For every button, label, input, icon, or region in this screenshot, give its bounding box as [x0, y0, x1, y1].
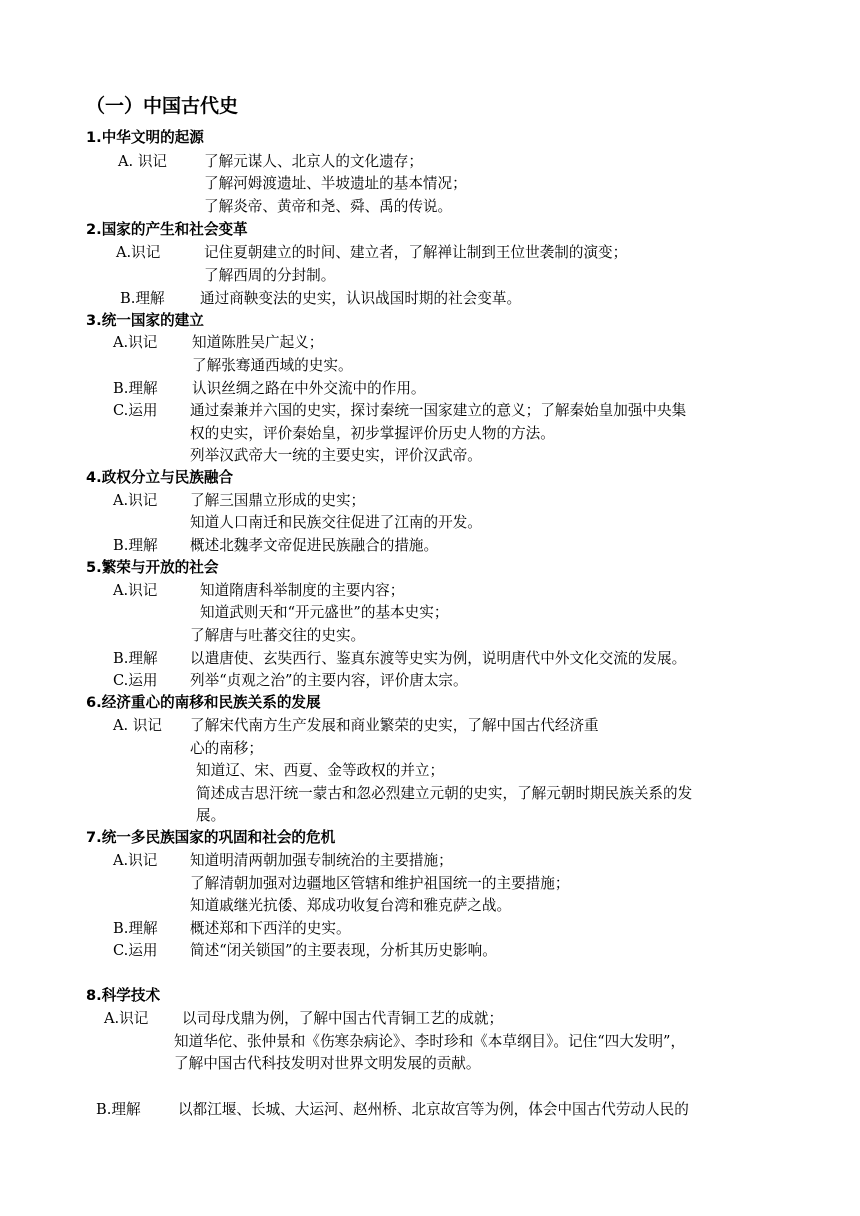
content-line: 了解河姆渡遗址、半坡遗址的基本情况； — [204, 175, 467, 192]
content-line: 了解唐与吐蕃交往的史实。 — [190, 627, 366, 644]
level-label-b: B.理解 — [113, 650, 158, 667]
section-heading-4: 4.政权分立与民族融合 — [86, 469, 234, 486]
level-label-a: A.识记 — [113, 334, 158, 351]
content-line: 简述成吉思汗统一蒙古和忽必烈建立元朝的史实，了解元朝时期民族关系的发 — [196, 785, 693, 802]
content-line: 权的史实，评价秦始皇，初步掌握评价历史人物的方法。 — [190, 425, 555, 442]
content-line: 简述“闭关锁国”的主要表现，分析其历史影响。 — [190, 942, 497, 959]
content-line: 知道陈胜吴广起义； — [192, 334, 324, 351]
content-line: 通过商鞅变法的史实，认识战国时期的社会变革。 — [200, 290, 522, 307]
section-heading-3: 3.统一国家的建立 — [86, 312, 204, 329]
content-line: 了解三国鼎立形成的史实； — [190, 492, 366, 509]
section-heading-1: 1.中华文明的起源 — [86, 129, 204, 146]
level-label-c: C.运用 — [113, 942, 158, 959]
level-label-a: A. 识记 — [118, 153, 168, 170]
page-title: （一）中国古代史 — [86, 95, 239, 117]
content-line: 概述郑和下西洋的史实。 — [190, 920, 351, 937]
content-line: 概述北魏孝文帝促进民族融合的措施。 — [190, 537, 439, 554]
content-line: 列举汉武帝大一统的主要史实，评价汉武帝。 — [190, 447, 482, 464]
level-label-c: C.运用 — [113, 672, 158, 689]
content-line: 认识丝绸之路在中外交流中的作用。 — [192, 380, 426, 397]
content-line: 知道人口南迁和民族交往促进了江南的开发。 — [190, 514, 482, 531]
content-line: 列举“贞观之治”的主要内容，评价唐太宗。 — [190, 672, 468, 689]
level-label-a: A.识记 — [104, 1010, 149, 1027]
content-line: 以遣唐使、玄奘西行、鉴真东渡等史实为例，说明唐代中外文化交流的发展。 — [190, 650, 687, 667]
content-line: 了解西周的分封制。 — [204, 267, 336, 284]
content-line: 了解张骞通西域的史实。 — [192, 357, 353, 374]
level-label-a: A.识记 — [116, 244, 161, 261]
level-label-a: A. 识记 — [113, 717, 163, 734]
level-label-a: A.识记 — [113, 582, 158, 599]
content-line: 知道辽、宋、西夏、金等政权的并立； — [196, 762, 445, 779]
content-line: 知道武则天和“开元盛世”的基本史实； — [200, 604, 449, 621]
content-line: 了解清朝加强对边疆地区管辖和维护祖国统一的主要措施； — [190, 875, 570, 892]
section-heading-6: 6.经济重心的南移和民族关系的发展 — [86, 694, 321, 711]
section-heading-7: 7.统一多民族国家的巩固和社会的危机 — [86, 829, 336, 846]
level-label-a: A.识记 — [113, 492, 158, 509]
content-line: 通过秦兼并六国的史实，探讨秦统一国家建立的意义；了解秦始皇加强中央集 — [190, 402, 687, 419]
level-label-c: C.运用 — [113, 402, 158, 419]
section-heading-5: 5.繁荣与开放的社会 — [86, 559, 219, 576]
content-line: 了解宋代南方生产发展和商业繁荣的史实，了解中国古代经济重 — [190, 717, 599, 734]
content-line: 记住夏朝建立的时间、建立者，了解禅让制到王位世袭制的演变； — [204, 244, 628, 261]
level-label-b: B.理解 — [113, 537, 158, 554]
content-line: 知道明清两朝加强专制统治的主要措施； — [190, 852, 453, 869]
level-label-b: B.理解 — [113, 380, 158, 397]
content-line: 以司母戊鼎为例，了解中国古代青铜工艺的成就； — [182, 1010, 504, 1027]
content-line: 知道戚继光抗倭、郑成功收复台湾和雅克萨之战。 — [190, 897, 512, 914]
section-heading-2: 2.国家的产生和社会变革 — [86, 221, 248, 238]
level-label-a: A.识记 — [113, 852, 158, 869]
content-line: 知道华佗、张仲景和《伤寒杂病论》、李时珍和《本草纲目》。记住“四大发明”， — [174, 1033, 686, 1050]
content-line: 了解炎帝、黄帝和尧、舜、禹的传说。 — [204, 198, 453, 215]
content-line: 知道隋唐科举制度的主要内容； — [200, 582, 405, 599]
content-line: 以都江堰、长城、大运河、赵州桥、北京故宫等为例，体会中国古代劳动人民的 — [178, 1101, 689, 1118]
content-line: 了解元谋人、北京人的文化遗存； — [204, 153, 423, 170]
content-line: 展。 — [196, 807, 226, 824]
level-label-b: B.理解 — [113, 920, 158, 937]
content-line: 了解中国古代科技发明对世界文明发展的贡献。 — [174, 1055, 481, 1072]
content-line: 心的南移； — [190, 740, 263, 757]
level-label-b: B.理解 — [120, 290, 165, 307]
section-heading-8: 8.科学技术 — [86, 987, 161, 1004]
level-label-b: B.理解 — [96, 1101, 141, 1118]
